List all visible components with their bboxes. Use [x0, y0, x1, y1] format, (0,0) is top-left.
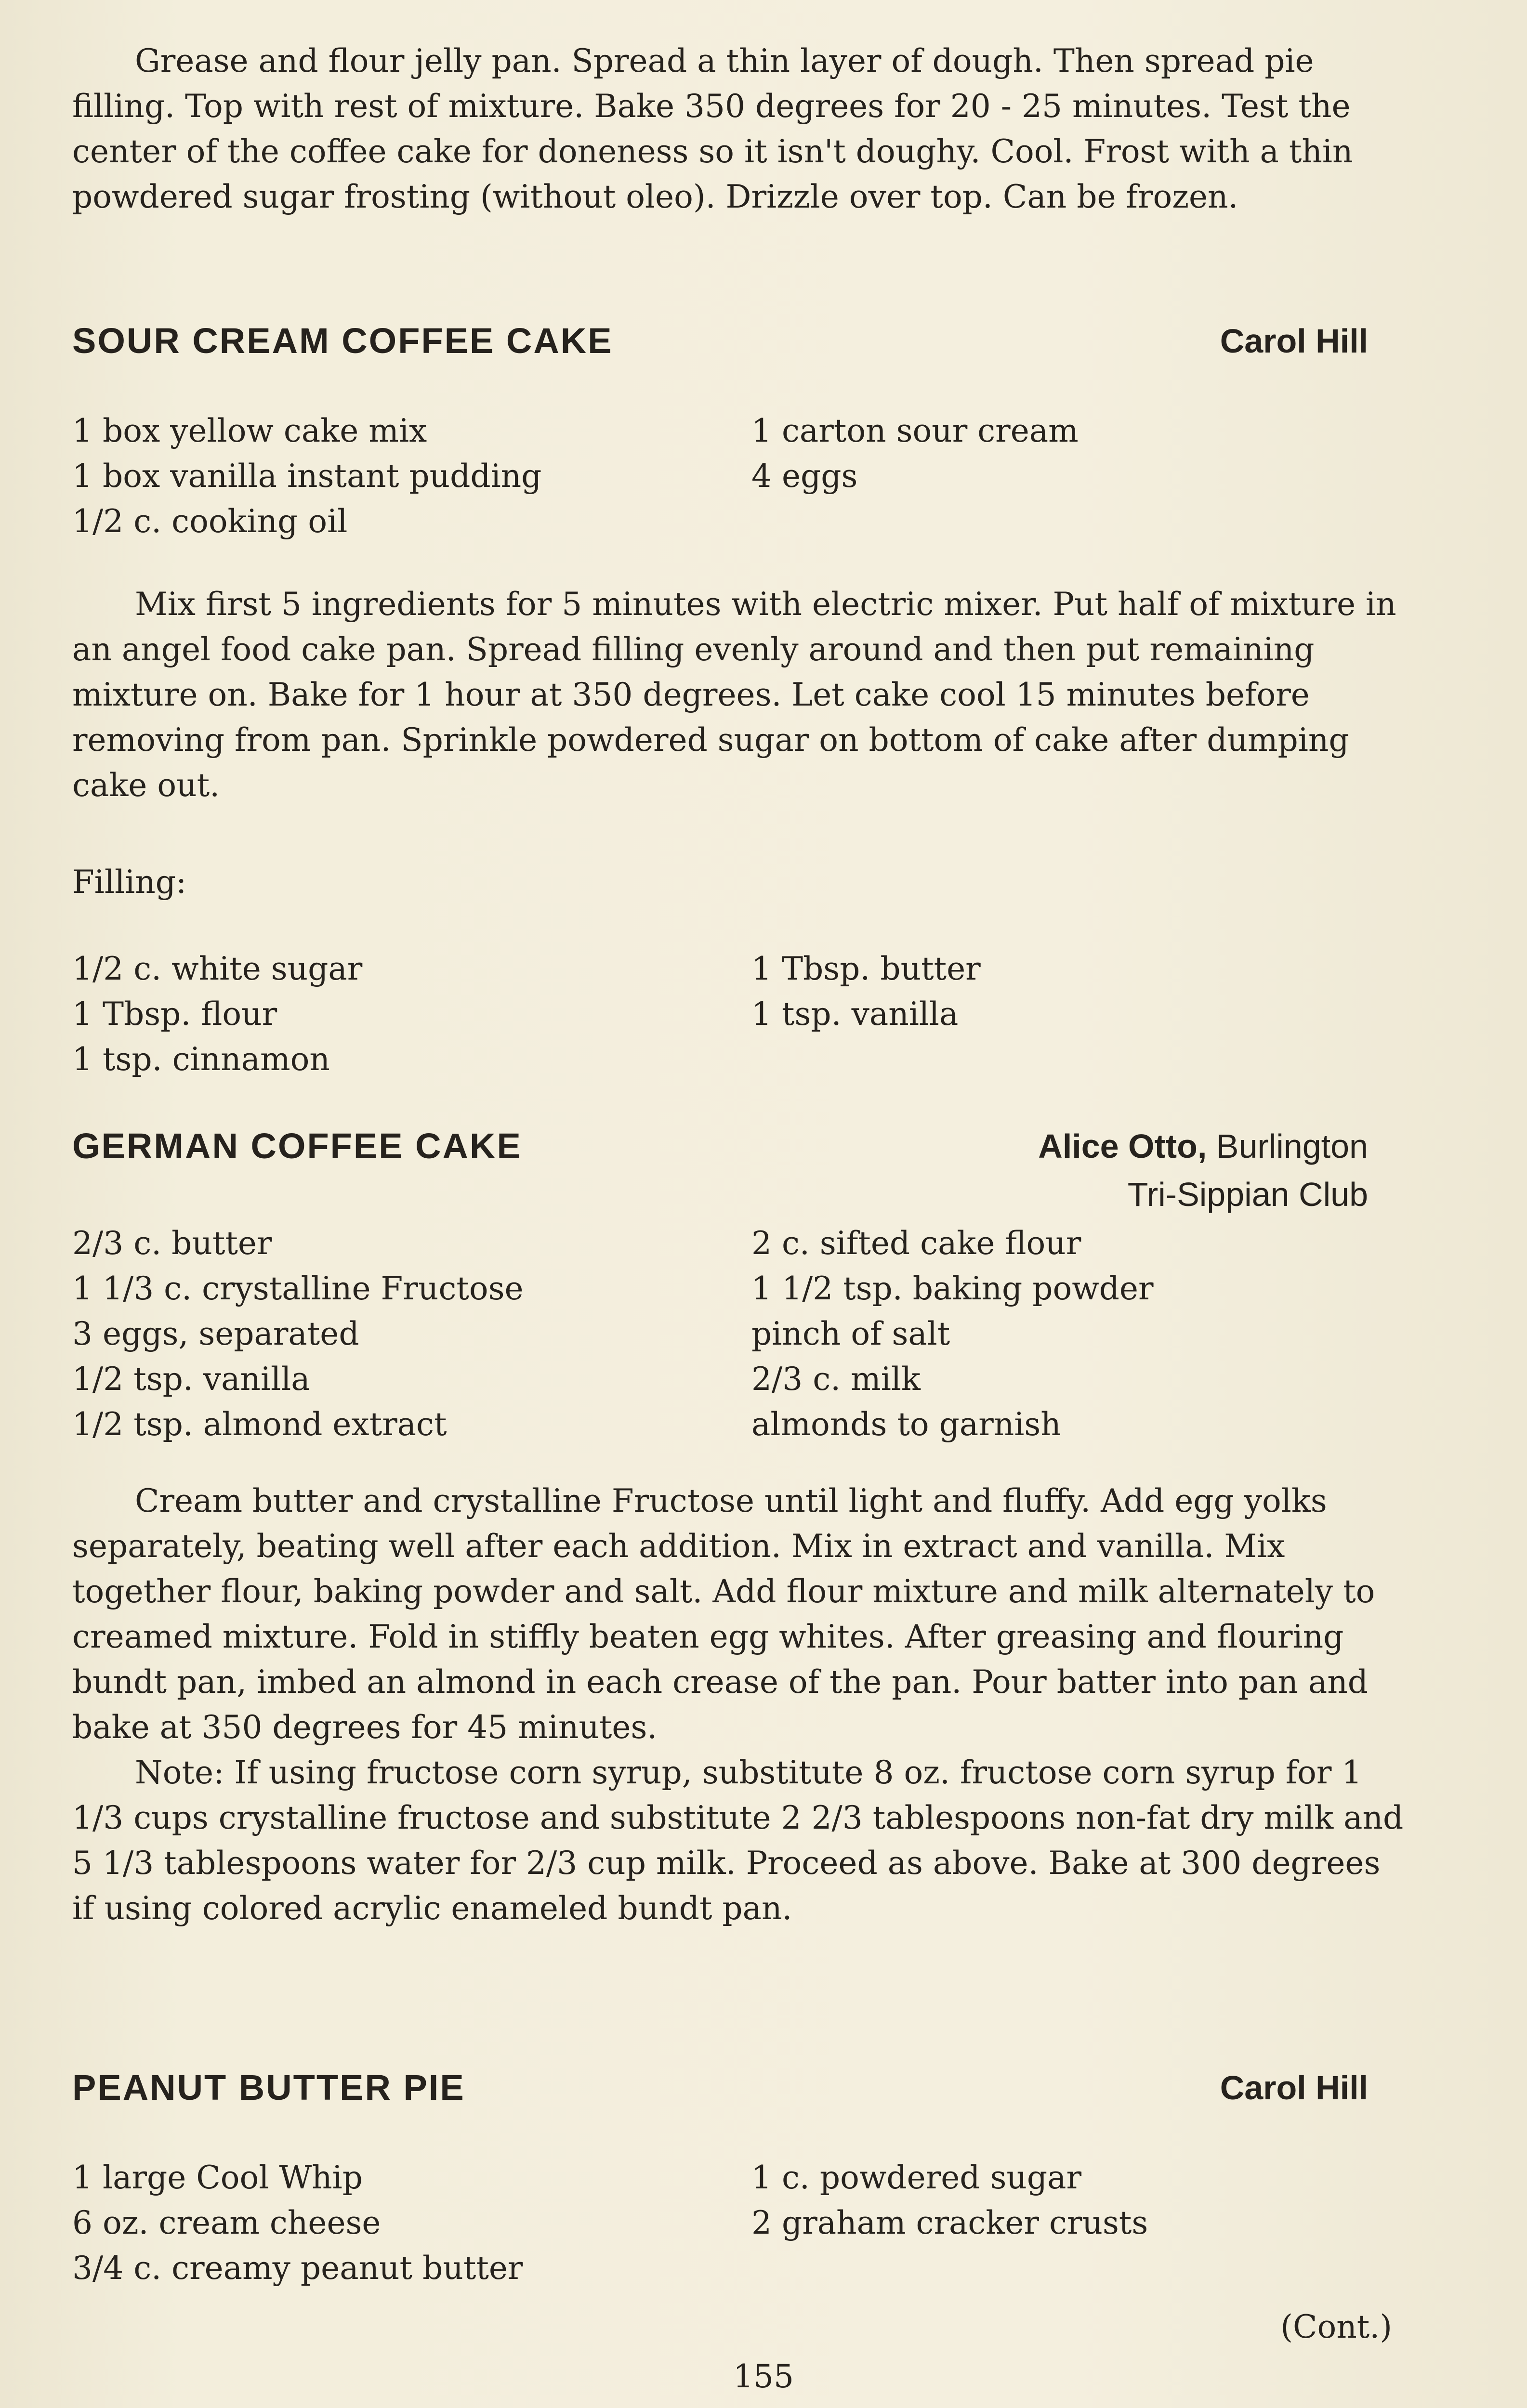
intro-text: Grease and flour jelly pan. Spread a thin layer of dough. Then spread pie filling. Top with rest of mixture. Bake 350 degrees for 20 - 25 minutes. Test the center of the coffee cake for doneness so it isn't doughy. Cool. Frost with a thin powdered sugar frosting (without oleo). Drizzle over top. Can be frozen. [72, 42, 1353, 215]
ingredient: 1 Tbsp. flour [72, 995, 277, 1033]
ingredient: 1 tsp. vanilla [751, 995, 959, 1033]
sour-cream-author [1220, 317, 1368, 365]
ingredient: 1 1/3 c. crystalline Fructose [72, 1270, 524, 1307]
sour-cream-author-name: Carol Hill [1220, 322, 1368, 360]
filling-label: Filling: [72, 864, 187, 901]
german-author-place: Burlington [1216, 1127, 1368, 1165]
ingredient: pinch of salt [751, 1315, 950, 1352]
filling-ingredients-left [72, 946, 747, 1082]
ingredient: 1 Tbsp. butter [751, 950, 981, 987]
ingredient: 6 oz. cream cheese [72, 2204, 381, 2241]
german-author [1038, 1122, 1368, 1218]
continued-label: (Cont.) [1280, 2308, 1392, 2345]
ingredient: 2 graham cracker crusts [751, 2204, 1148, 2241]
ingredient: 3/4 c. creamy peanut butter [72, 2250, 523, 2287]
ingredient: 3 eggs, separated [72, 1315, 359, 1352]
ingredient: 1 1/2 tsp. baking powder [751, 1270, 1154, 1307]
german-ingredients [72, 1221, 1411, 1452]
intro-paragraph [72, 39, 1411, 220]
ingredient: 4 eggs [751, 458, 858, 495]
ingredient: 1 box yellow cake mix [72, 412, 427, 449]
ingredient: 1/2 c. white sugar [72, 950, 363, 987]
sour-cream-directions [72, 582, 1411, 808]
ingredient: 1/2 tsp. almond extract [72, 1406, 447, 1443]
ingredient: 2 c. sifted cake flour [751, 1225, 1081, 1262]
ingredient: 1 large Cool Whip [72, 2159, 363, 2196]
ingredient: 2/3 c. milk [751, 1361, 921, 1398]
sour-cream-ingredients [72, 408, 1411, 548]
ingredient: 1 c. powdered sugar [751, 2159, 1082, 2196]
ingredient: 2/3 c. butter [72, 1225, 272, 1262]
peanut-author [1220, 2064, 1368, 2112]
german-ingredients-right [751, 1221, 1426, 1447]
german-note-text: Note: If using fructose corn syrup, substitute 8 oz. fructose corn syrup for 1 1/3 cups crystalline fructose and substitute 2 2/3 tablespoons non-fat dry milk and 5 1/3 tablespoons water for 2/3 cup milk. Proceed as above. Bake at 300 degrees if using colored acrylic enameled bundt pan. [72, 1754, 1404, 1927]
ingredient: almonds to garnish [751, 1406, 1061, 1443]
sour-cream-ingredients-right [751, 408, 1426, 499]
ingredient: 1 tsp. cinnamon [72, 1041, 330, 1078]
sour-cream-title: SOUR CREAM COFFEE CAKE [72, 321, 613, 361]
ingredient: 1 box vanilla instant pudding [72, 458, 542, 495]
ingredient: 1/2 c. cooking oil [72, 503, 348, 540]
german-ingredients-left [72, 1221, 747, 1447]
german-title: GERMAN COFFEE CAKE [72, 1126, 522, 1166]
german-author-club: Tri-Sippian Club [1127, 1176, 1368, 1213]
sour-cream-directions-text: Mix first 5 ingredients for 5 minutes with electric mixer. Put half of mixture in an angel food cake pan. Spread filling evenly around and then put remaining mixture on. Bake for 1 hour at 350 degrees. Let cake cool 15 minutes before removing from pan. Sprinkle powdered sugar on bottom of cake after dumping cake out. [72, 586, 1396, 804]
filling-ingredients [72, 946, 1411, 1086]
german-author-name: Alice Otto, [1038, 1127, 1207, 1165]
page-number: 155 [733, 2358, 794, 2395]
peanut-ingredients-left [72, 2155, 747, 2291]
ingredient: 1/2 tsp. vanilla [72, 1361, 310, 1398]
peanut-ingredients-right [751, 2155, 1426, 2246]
sour-cream-header [72, 317, 1368, 365]
german-header [72, 1122, 1368, 1218]
ingredient: 1 carton sour cream [751, 412, 1079, 449]
peanut-author-name: Carol Hill [1220, 2069, 1368, 2107]
peanut-header [72, 2064, 1368, 2112]
peanut-title: PEANUT BUTTER PIE [72, 2068, 465, 2107]
peanut-ingredients [72, 2155, 1411, 2295]
filling-ingredients-right [751, 946, 1426, 1037]
sour-cream-ingredients-left [72, 408, 747, 544]
german-directions [72, 1479, 1411, 1931]
german-directions-text: Cream butter and crystalline Fructose until light and fluffy. Add egg yolks separately, beating well after each addition. Mix in extract and vanilla. Mix together flour, baking powder and salt. Add flour mixture and milk alternately to creamed mixture. Fold in stiffly beaten egg whites. After greasing and flouring bundt pan, imbed an almond in each crease of the pan. Pour batter into pan and bake at 350 degrees for 45 minutes. [72, 1482, 1375, 1746]
